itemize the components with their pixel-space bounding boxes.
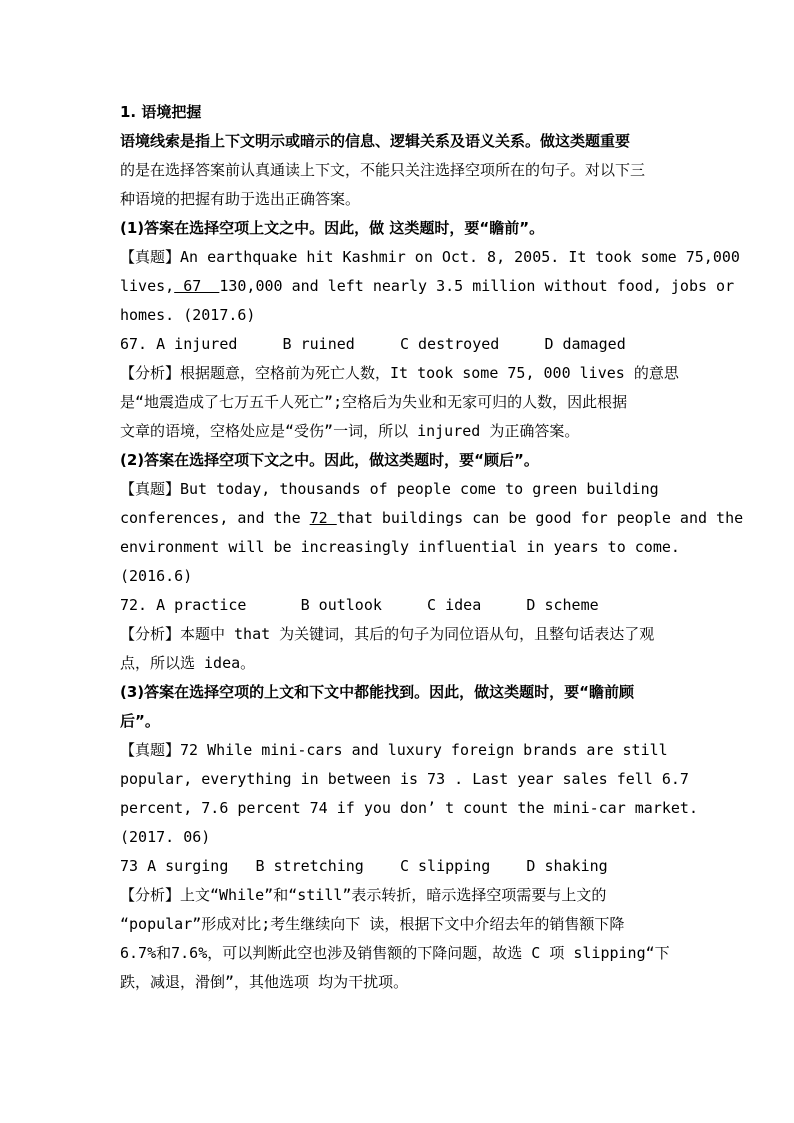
section-title: 1. 语境把握: [120, 103, 202, 121]
subsection-heading: 后”。: [120, 712, 160, 730]
answer-options: 72. A practice B outlook C idea D scheme: [120, 596, 599, 614]
question-text: popular, everything in between is 73 . Last year sales fell 6.7: [120, 770, 689, 788]
question-text: percent, 7.6 percent 74 if you don’ t count the mini-car market.: [120, 799, 698, 817]
question-text: 【真题】72 While mini-cars and luxury foreign brands are still: [120, 741, 668, 759]
question-text: environment will be increasingly influential in years to come.: [120, 538, 680, 556]
intro-line: 的是在选择答案前认真通读上下文，不能只关注选择空项所在的句子。对以下三: [120, 161, 646, 179]
question-text: homes. (2017.6): [120, 306, 256, 324]
question-source: (2017. 06): [120, 828, 211, 846]
question-text-part: conferences, and the: [120, 509, 310, 527]
question-source: (2016.6): [120, 567, 193, 585]
document-content: [120, 98, 744, 997]
analysis-text: 是“地震造成了七万五千人死亡”;空格后为失业和无家可归的人数，因此根据: [120, 393, 628, 411]
question-text-part: that buildings can be good for people and the: [336, 509, 744, 527]
analysis-text: 点，所以选 idea。: [120, 654, 256, 672]
subsection-heading: (2)答案在选择空项下文之中。因此，做这类题时，要“顾后”。: [120, 451, 539, 469]
analysis-text: 【分析】上文“While”和“still”表示转折，暗示选择空项需要与上文的: [120, 886, 607, 904]
blank-number: 72: [309, 509, 337, 527]
question-text: [120, 272, 735, 301]
answer-options: 73 A surging B stretching C slipping D shaking: [120, 857, 608, 875]
subsection-heading: (3)答案在选择空项的上文和下文中都能找到。因此，做这类题时，要“瞻前顾: [120, 683, 635, 701]
question-text: 【真题】An earthquake hit Kashmir on Oct. 8, 2005. It took some 75,000: [120, 248, 740, 266]
subsection-heading: (1)答案在选择空项上文之中。因此，做 这类题时，要“瞻前”。: [120, 219, 545, 237]
analysis-text: 【分析】本题中 that 为关键词，其后的句子为同位语从句，且整句话表达了观: [120, 625, 655, 643]
analysis-text: 6.7%和7.6%，可以判断此空也涉及销售额的下降问题，故选 C 项 slipping“下: [120, 944, 670, 962]
analysis-text: 文章的语境，空格处应是“受伤”一词，所以 injured 为正确答案。: [120, 422, 580, 440]
question-text: 【真题】But today, thousands of people come to green building: [120, 480, 659, 498]
analysis-text: “popular”形成对比;考生继续向下 读，根据下文中介绍去年的销售额下降: [120, 915, 625, 933]
question-text-part: lives,: [120, 277, 175, 295]
question-text: [120, 504, 744, 533]
analysis-text: 【分析】根据题意，空格前为死亡人数，It took some 75, 000 lives 的意思: [120, 364, 679, 382]
intro-line: 语境线索是指上下文明示或暗示的信息、逻辑关系及语义关系。做这类题重要: [120, 132, 631, 150]
blank-number: 67: [174, 277, 220, 295]
intro-line: 种语境的把握有助于选出正确答案。: [120, 190, 361, 208]
question-text-part: 130,000 and left nearly 3.5 million without food, jobs or: [219, 277, 735, 295]
answer-options: 67. A injured B ruined C destroyed D damaged: [120, 335, 626, 353]
analysis-text: 跌，减退，滑倒”，其他选项 均为干扰项。: [120, 973, 409, 991]
